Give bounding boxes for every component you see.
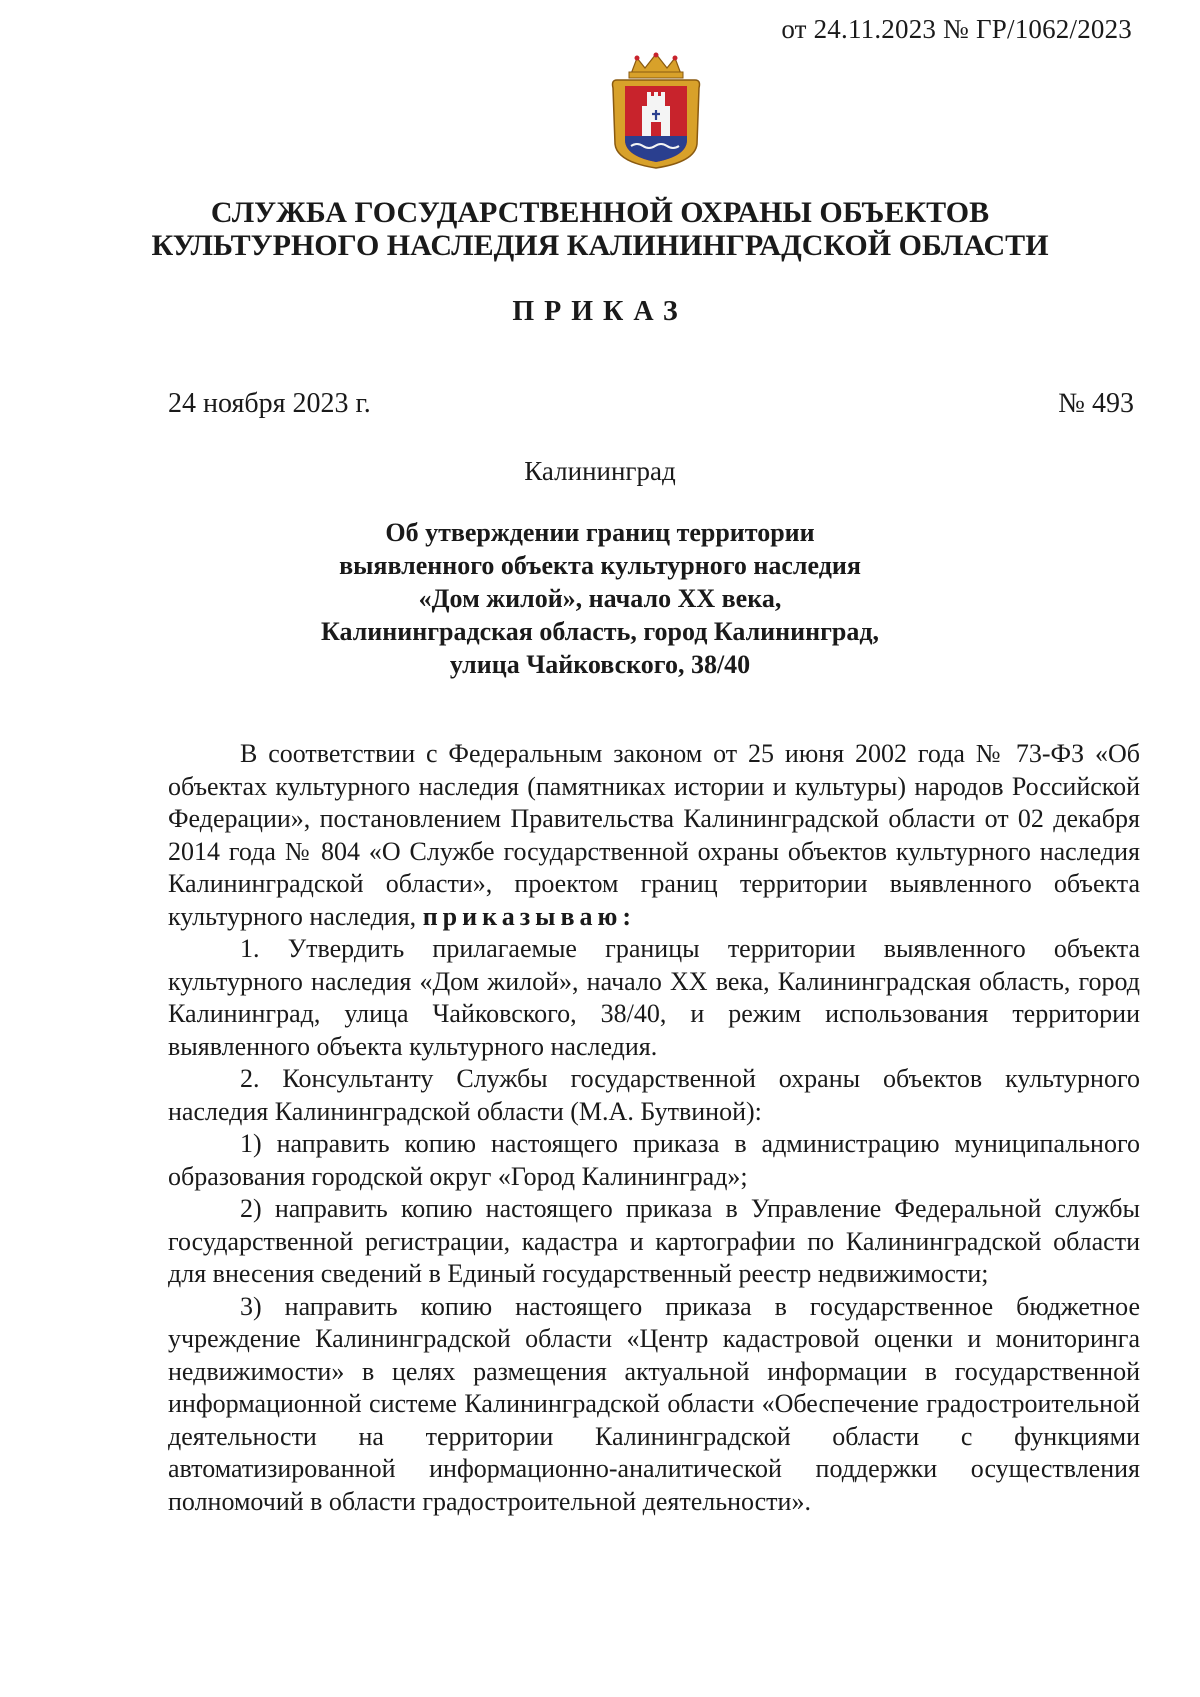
agency-name (0, 196, 1200, 262)
agency-line-2: КУЛЬТУРНОГО НАСЛЕДИЯ КАЛИНИНГРАДСКОЙ ОБЛАСТИ (151, 229, 1049, 262)
item-2-paragraph: 2. Консультанту Службы государственной охраны объектов культурного наследия Калининградской области (М.А. Бутвиной): (168, 1064, 1140, 1126)
preamble-paragraph (168, 738, 1140, 933)
document-type: ПРИКАЗ (512, 296, 688, 327)
subject-line: улица Чайковского, 38/40 (449, 650, 751, 679)
kaliningrad-coat-of-arms-icon (609, 52, 703, 170)
order-subject (0, 516, 1200, 681)
subitem-2-paragraph: 2) направить копию настоящего приказа в Управление Федеральной службы государственной регистрации, кадастра и картографии по Калининградской области для внесения сведений в Единый государственный реестр недвижимости; (168, 1194, 1140, 1288)
subject-line: Об утверждении границ территории (385, 518, 815, 547)
city: Калининград (524, 456, 676, 486)
registration-number: от 24.11.2023 № ГР/1062/2023 (781, 14, 1132, 44)
subject-line: Калининградская область, город Калининград, (320, 617, 880, 646)
preamble-text: В соответствии с Федеральным законом от 25 июня 2002 года № 73-ФЗ «Об объектах культурного наследия (памятниках истории и культуры) народов Российской Федерации», постановлением Правительства Калининградской области от 02 декабря 2014 года № 804 «О Службе государственной охраны объектов культурного наследия Калининградской области», проектом границ территории выявленного объекта культурного наследия, (168, 739, 1140, 931)
order-body (168, 738, 1140, 1518)
subject-line: выявленного объекта культурного наследия (339, 551, 861, 580)
subject-line: «Дом жилой», начало XX века, (418, 584, 782, 613)
item-1-paragraph: 1. Утвердить прилагаемые границы территории выявленного объекта культурного наследия «Дом жилой», начало XX века, Калининградская область, город Калининград, улица Чайковского, 38/40, и режим использования территории выявленного объекта культурного наследия. (168, 934, 1140, 1061)
subitem-3-paragraph: 3) направить копию настоящего приказа в государственное бюджетное учреждение Калининградской области «Центр кадастровой оценки и мониторинга недвижимости» в целях размещения актуальной информации в государственной информационной системе Калининградской области «Обеспечение градостроительной деятельности на территории Калининградской области с функциями автоматизированной информационно-аналитической поддержки осуществления полномочий в области градостроительной деятельности». (168, 1291, 1140, 1516)
order-date: 24 ноября 2023 г. (168, 388, 371, 419)
agency-line-1: СЛУЖБА ГОСУДАРСТВЕННОЙ ОХРАНЫ ОБЪЕКТОВ (210, 196, 990, 229)
order-word: приказываю: (422, 901, 637, 931)
order-number: № 493 (1058, 388, 1134, 419)
subitem-1-paragraph: 1) направить копию настоящего приказа в администрацию муниципального образования городской округ «Город Калининград»; (168, 1129, 1140, 1191)
